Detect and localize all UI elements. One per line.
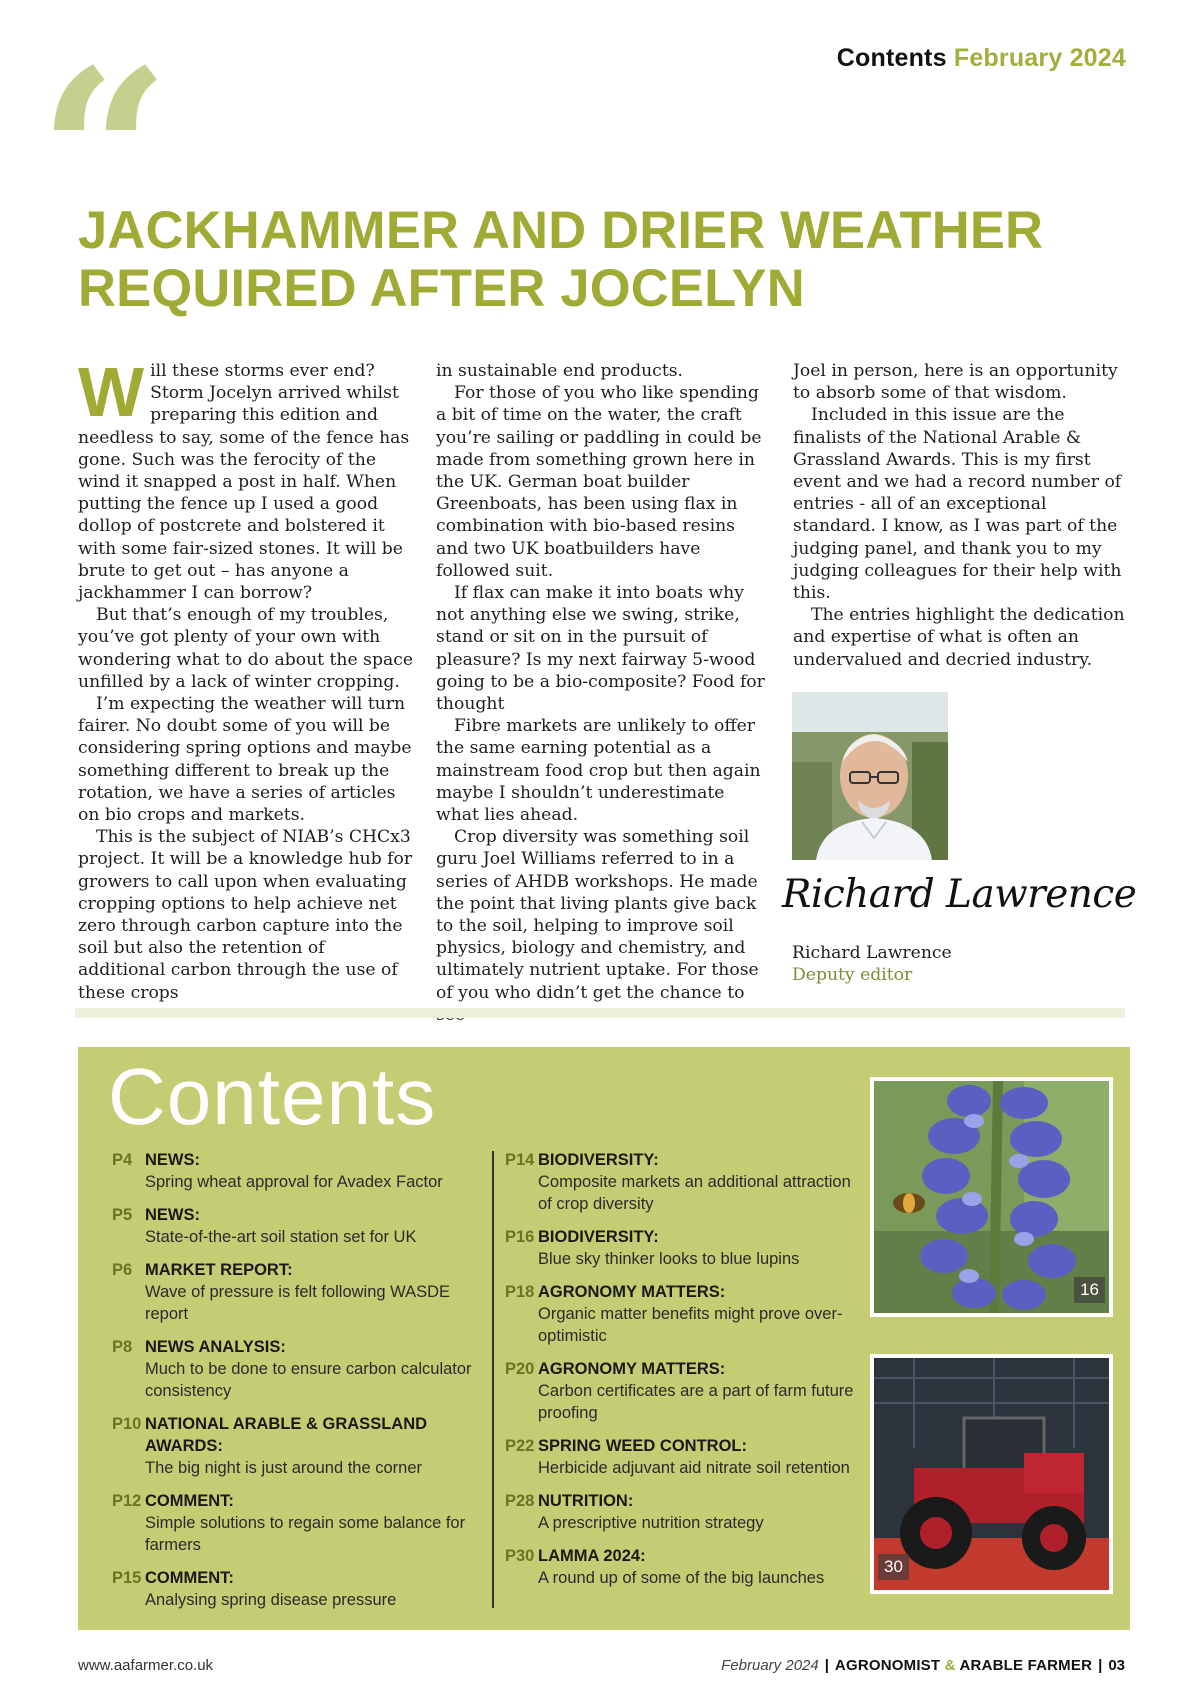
contents-title: Contents [108, 1052, 437, 1141]
author-signature: Richard Lawrence [782, 872, 1137, 917]
contents-description: Herbicide adjuvant aid nitrate soil retention [538, 1459, 850, 1477]
headline-line-2: REQUIRED AFTER JOCELYN [78, 259, 805, 318]
contents-section: SPRING WEED CONTROL: [538, 1437, 747, 1455]
headline [78, 202, 1138, 318]
contents-section: BIODIVERSITY: [538, 1151, 659, 1169]
thumbnail-lupin[interactable] [870, 1077, 1113, 1317]
author-photo [792, 692, 948, 860]
contents-item[interactable] [112, 1204, 472, 1248]
paragraph: Included in this issue are the finalists of the National Arable & Grassland Awards. This is my first event and we had a record number of entries - all of an exceptional standard. I know, as I was part of the judging panel, and thank you to my judging colleagues for their help with this. [793, 405, 1122, 604]
contents-section: NATIONAL ARABLE & GRASSLAND AWARDS: [145, 1415, 428, 1455]
contents-item[interactable] [505, 1358, 865, 1424]
contents-page-number: P12 [112, 1492, 142, 1510]
contents-description: Carbon certificates are a part of farm future proofing [538, 1382, 854, 1422]
quote-mark-icon: “ [38, 20, 171, 290]
author-role: Deputy editor [792, 965, 913, 985]
contents-section: NEWS: [145, 1151, 200, 1169]
footer-date: February 2024 [721, 1657, 819, 1674]
contents-description: Spring wheat approval for Avadex Factor [145, 1173, 443, 1191]
paragraph: For those of you who like spending a bit of time on the water, the craft you’re sailing or paddling in could be made from something grown here in the UK. German boat builder Greenboats, has been using flax in combination with bio-based resins and two UK boatbuilders have followed suit. [436, 383, 762, 581]
contents-description: Composite markets an additional attraction of crop diversity [538, 1173, 851, 1213]
contents-page-number: P5 [112, 1206, 133, 1224]
author-portrait-icon [792, 692, 948, 860]
contents-page-number: P18 [505, 1283, 535, 1301]
contents-page-number: P15 [112, 1569, 142, 1587]
footer-url[interactable]: www.aafarmer.co.uk [78, 1657, 214, 1674]
article-column-3 [793, 360, 1133, 671]
contents-section: AGRONOMY MATTERS: [538, 1360, 726, 1378]
section-divider [75, 1008, 1125, 1018]
paragraph: Will these storms ever end? Storm Jocelyn arrived whilst preparing this edition and needless to say, some of the fence has gone. Such was the ferocity of the wind it snapped a post in half. When putting the fence up I used a good dollop of postcrete and bolstered it with some fair-sized stones. It will be brute to get out – has anyone a jackhammer I can borrow? [78, 353, 410, 604]
contents-description: Much to be done to ensure carbon calculator consistency [145, 1360, 472, 1400]
contents-page-number: P16 [505, 1228, 535, 1246]
paragraph: The entries highlight the dedication and expertise of what is often an undervalued and decried industry. [793, 605, 1125, 670]
contents-item[interactable] [112, 1149, 472, 1193]
contents-description: A round up of some of the big launches [538, 1569, 825, 1587]
contents-page-number: P4 [112, 1151, 133, 1169]
contents-section: LAMMA 2024: [538, 1547, 646, 1565]
paragraph: I’m expecting the weather will turn fairer. No doubt some of you will be considering spring options and maybe something different to break up the rotation, we have a series of articles on bio crops and markets. [78, 694, 412, 826]
thumbnail-page-number: 16 [1074, 1277, 1105, 1303]
contents-section: AGRONOMY MATTERS: [538, 1283, 726, 1301]
paragraph: But that’s enough of my troubles, you’ve got plenty of your own with wondering what to do about the space unfilled by a lack of winter cropping. [78, 605, 413, 692]
contents-item[interactable] [112, 1490, 472, 1556]
footer-separator: | [824, 1657, 829, 1674]
contents-page-number: P14 [505, 1151, 535, 1169]
paragraph: Crop diversity was something soil guru Joel Williams referred to in a series of AHDB workshops. He made the point that living plants give back to the soil, helping to improve soil physics, biology and chemistry, and ultimately nutrient uptake. For those of you who didn’t get the chance to [436, 827, 759, 1003]
contents-page-number: P20 [505, 1360, 535, 1378]
contents-section: COMMENT: [145, 1569, 234, 1587]
contents-section: COMMENT: [145, 1492, 234, 1510]
contents-description: Blue sky thinker looks to blue lupins [538, 1250, 800, 1268]
contents-item[interactable] [505, 1281, 865, 1347]
running-header [837, 44, 1126, 73]
contents-panel [78, 1047, 1130, 1630]
contents-page-number: P22 [505, 1437, 535, 1455]
contents-page-number: P6 [112, 1261, 133, 1279]
contents-item[interactable] [505, 1226, 865, 1270]
contents-description: Simple solutions to regain some balance for farmers [145, 1514, 466, 1554]
contents-section: NEWS ANALYSIS: [145, 1338, 286, 1356]
contents-item[interactable] [112, 1259, 472, 1325]
contents-list-left [112, 1149, 472, 1622]
drop-cap: W [78, 353, 145, 431]
contents-item[interactable] [112, 1567, 472, 1611]
contents-item[interactable] [112, 1413, 472, 1479]
thumbnail-tractor[interactable] [870, 1354, 1113, 1594]
contents-description: The big night is just around the corner [145, 1459, 422, 1477]
paragraph: in sustainable end products. [436, 361, 684, 381]
header-date: February 2024 [953, 44, 1126, 72]
contents-separator [492, 1151, 494, 1608]
tractor-photo-icon [874, 1358, 1109, 1590]
contents-page-number: P28 [505, 1492, 535, 1510]
article-column-1 [78, 353, 414, 1004]
footer-brand: AGRONOMIST & ARABLE FARMER [834, 1657, 1093, 1674]
contents-description: Wave of pressure is felt following WASDE report [145, 1283, 451, 1323]
contents-description: Organic matter benefits might prove over-optimistic [538, 1305, 843, 1345]
footer-page-number: 03 [1108, 1657, 1125, 1674]
contents-item[interactable] [505, 1490, 865, 1534]
author-name: Richard Lawrence [792, 943, 952, 963]
footer-masthead [721, 1657, 1125, 1674]
paragraph: This is the subject of NIAB’s CHCx3 project. It will be a knowledge hub for growers to call upon when evaluating cropping options to help achieve net zero through carbon capture into the soil but also the retention of additional carbon through the use of these crops [78, 827, 413, 1003]
contents-description: State-of-the-art soil station set for UK [145, 1228, 417, 1246]
footer-separator: | [1098, 1657, 1103, 1674]
header-contents-label: Contents [836, 44, 947, 72]
paragraph: If flax can make it into boats why not anything else we swing, strike, stand or sit on in the pursuit of pleasure? Is my next fairway 5-wood going to be a bio-composite? Food for thought [436, 583, 765, 715]
contents-description: Analysing spring disease pressure [145, 1591, 397, 1609]
contents-section: MARKET REPORT: [145, 1261, 293, 1279]
contents-item[interactable] [505, 1545, 865, 1589]
contents-description: A prescriptive nutrition strategy [538, 1514, 764, 1532]
contents-section: NEWS: [145, 1206, 200, 1224]
contents-item[interactable] [505, 1149, 865, 1215]
contents-page-number: P10 [112, 1415, 142, 1433]
paragraph: Joel in person, here is an opportunity to absorb some of that wisdom. [793, 361, 1118, 404]
contents-page-number: P30 [505, 1547, 535, 1565]
contents-page-number: P8 [112, 1338, 133, 1356]
contents-section: NUTRITION: [538, 1492, 634, 1510]
contents-item[interactable] [112, 1336, 472, 1402]
thumbnail-page-number: 30 [878, 1554, 909, 1580]
paragraph: Fibre markets are unlikely to offer the same earning potential as a mainstream food crop but then again maybe I shouldn’t underestimate what lies ahead. [436, 716, 761, 826]
contents-section: BIODIVERSITY: [538, 1228, 659, 1246]
headline-line-1: JACKHAMMER AND DRIER WEATHER [78, 201, 1044, 260]
contents-list-right [505, 1149, 865, 1600]
contents-item[interactable] [505, 1435, 865, 1479]
article-column-2 [436, 360, 772, 1026]
